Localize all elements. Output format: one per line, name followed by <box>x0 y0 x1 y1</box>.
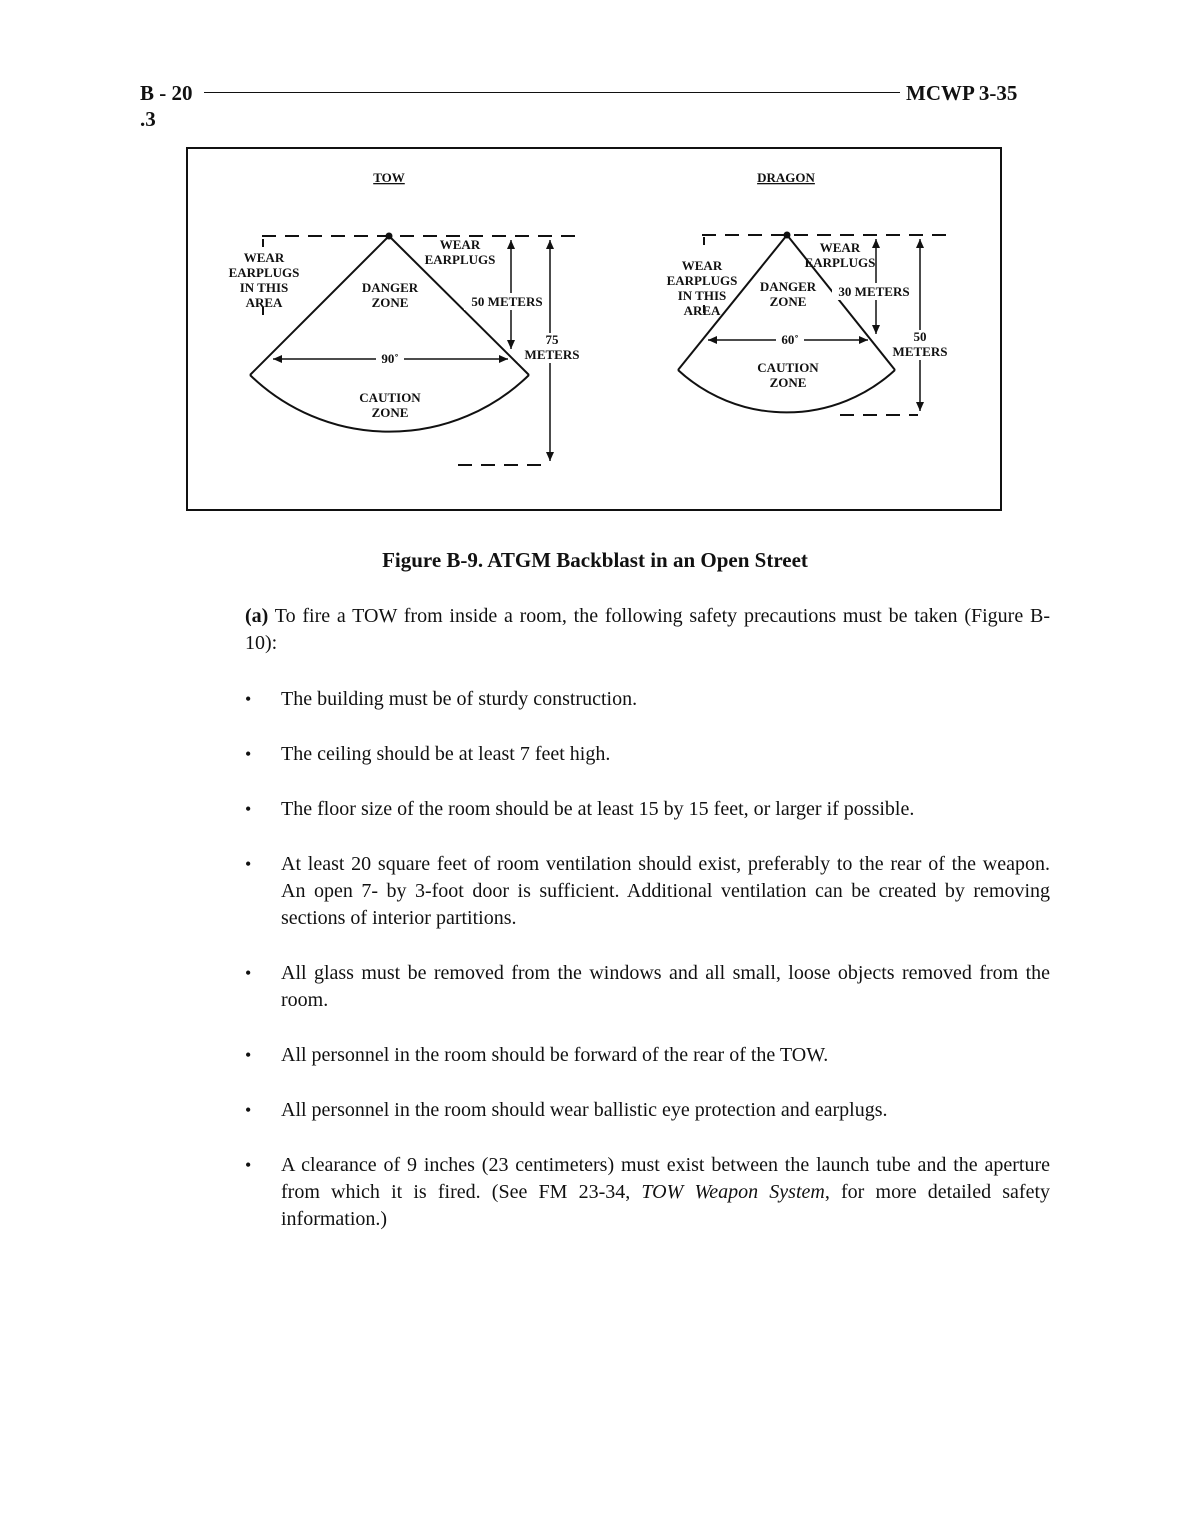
bullet-glyph: • <box>245 1155 252 1175</box>
list-item-text: At least 20 square feet of room ventilation should exist, preferably to the rear of the weapon. An open 7- by 3-foot door is sufficient. Additional ventilation can be created by removing sections of interior partitions. <box>281 853 1050 929</box>
tow-wear-earplugs-area <box>229 250 300 310</box>
list-item <box>245 741 1050 768</box>
list-item <box>245 1042 1050 1069</box>
dragon-caution-line-1: CAUTION <box>757 360 819 375</box>
document-id: MCWP 3-35 <box>906 81 1018 105</box>
bullet-glyph: • <box>245 799 252 819</box>
tow-title: TOW <box>373 170 405 185</box>
bullet-glyph: • <box>245 1045 252 1065</box>
tow-distance-long-2: METERS <box>524 347 580 362</box>
figure-b9 <box>186 147 1002 511</box>
tow-earplugs-top-line-1: WEAR <box>439 237 481 252</box>
tow-wear-earplugs-top <box>425 237 496 267</box>
dragon-caution-zone-label <box>757 360 819 390</box>
page-number <box>140 80 193 132</box>
bullet-glyph: • <box>245 963 252 983</box>
list-item <box>245 1152 1050 1233</box>
dragon-earplugs-area-line-4: AREA <box>683 303 721 318</box>
list-item-text: The ceiling should be at least 7 feet high. <box>281 743 611 765</box>
dragon-angle-label: 60˚ <box>781 332 799 347</box>
dragon-danger-line-1: DANGER <box>759 279 817 294</box>
tow-angle-label: 90˚ <box>381 351 399 366</box>
list-item <box>245 796 1050 823</box>
tow-weapon-system-title: TOW Weapon System <box>641 1181 825 1203</box>
tow-danger-zone-label <box>362 280 419 310</box>
backblast-diagram <box>188 149 1000 509</box>
bullet-glyph: • <box>245 854 252 874</box>
tow-distance-short: 50 METERS <box>471 294 543 309</box>
tow-earplugs-area-line-2: EARPLUGS <box>228 265 300 280</box>
list-item-text: All glass must be removed from the windows and all small, loose objects removed from the room. <box>281 962 1050 1011</box>
bullet-glyph: • <box>245 689 252 709</box>
dragon-distance-long-2: METERS <box>892 344 948 359</box>
dragon-distance-long-1: 50 <box>913 329 927 344</box>
bullet-glyph: • <box>245 744 252 764</box>
page-number-continuation: .3 <box>140 107 156 131</box>
dragon-danger-line-2: ZONE <box>769 294 807 309</box>
clearance-text-start: A clearance of 9 inches (23 centimeters) must exist between the launch tube and the aperture from which it is fired. (See FM 23-34, <box>281 1154 1050 1203</box>
tow-danger-line-1: DANGER <box>361 280 419 295</box>
tow-diagram <box>229 170 586 465</box>
list-item-text: The building must be of sturdy construction. <box>281 688 638 710</box>
tow-danger-line-2: ZONE <box>371 295 409 310</box>
tow-distance-long-1: 75 <box>545 332 559 347</box>
safety-precautions-list <box>245 686 1050 1261</box>
bullet-glyph: • <box>245 1100 252 1120</box>
tow-earplugs-area-line-3: IN THIS <box>239 280 289 295</box>
tow-earplugs-area-line-1: WEAR <box>243 250 285 265</box>
header-rule <box>204 92 900 93</box>
dragon-diagram <box>667 170 954 415</box>
dragon-distance-short: 30 METERS <box>838 284 910 299</box>
list-item-text <box>281 1154 1050 1230</box>
tow-caution-line-2: ZONE <box>371 405 409 420</box>
intro-label: (a) <box>245 605 269 627</box>
dragon-wear-earplugs-top <box>805 240 876 270</box>
list-item <box>245 851 1050 932</box>
dragon-caution-line-2: ZONE <box>769 375 807 390</box>
page-number-text: B - 20 <box>140 81 193 105</box>
dragon-earplugs-top-line-2: EARPLUGS <box>804 255 876 270</box>
dragon-danger-zone-label <box>760 279 817 309</box>
figure-caption: Figure B-9. ATGM Backblast in an Open Street <box>382 548 808 572</box>
dragon-title: DRAGON <box>757 170 815 185</box>
tow-caution-line-1: CAUTION <box>359 390 421 405</box>
list-item-text: All personnel in the room should be forward of the rear of the TOW. <box>281 1044 829 1066</box>
intro-text: To fire a TOW from inside a room, the following safety precautions must be taken (Figure B-10): <box>245 605 1050 654</box>
tow-earplugs-top-line-2: EARPLUGS <box>424 252 496 267</box>
dragon-earplugs-area-line-3: IN THIS <box>677 288 727 303</box>
clearance-text-end: , for more detailed safety information.) <box>281 1181 1050 1230</box>
dragon-earplugs-top-line-1: WEAR <box>819 240 861 255</box>
list-item-text: The floor size of the room should be at least 15 by 15 feet, or larger if possible. <box>281 798 915 820</box>
list-item-text: All personnel in the room should wear ballistic eye protection and earplugs. <box>281 1099 888 1121</box>
tow-caution-zone-label <box>359 390 421 420</box>
list-item <box>245 1097 1050 1124</box>
list-item <box>245 960 1050 1014</box>
tow-earplugs-area-line-4: AREA <box>245 295 283 310</box>
intro-paragraph <box>245 603 1050 657</box>
list-item <box>245 686 1050 713</box>
dragon-earplugs-area-line-1: WEAR <box>681 258 723 273</box>
dragon-earplugs-area-line-2: EARPLUGS <box>666 273 738 288</box>
